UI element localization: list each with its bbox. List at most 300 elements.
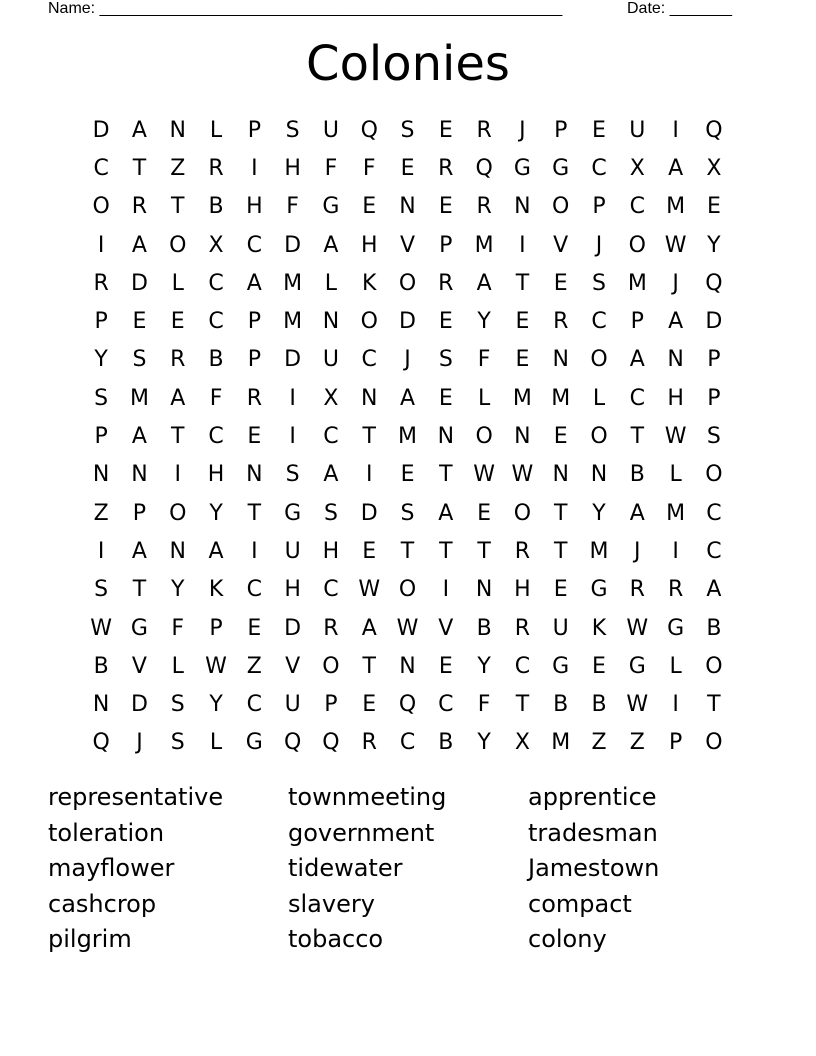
grid-letter: T	[439, 538, 453, 564]
grid-letter: A	[476, 270, 492, 296]
grid-letter: R	[170, 347, 186, 373]
grid-letter: E	[247, 615, 262, 641]
grid-letter: Q	[283, 730, 302, 756]
grid-letter: C	[323, 577, 339, 603]
grid-letter: N	[360, 385, 378, 411]
grid-letter: G	[130, 615, 148, 641]
grid-letter: P	[247, 117, 261, 143]
grid-letter: P	[247, 309, 261, 335]
grid-letter: I	[251, 155, 258, 181]
grid-letter: F	[324, 155, 338, 181]
grid-letter: E	[247, 424, 262, 450]
grid-letter: Y	[707, 232, 721, 258]
grid-letter: N	[169, 538, 186, 564]
grid-letter: I	[97, 232, 105, 258]
grid-letter: S	[170, 730, 185, 756]
grid-letter: E	[515, 347, 530, 373]
grid-letter: C	[706, 500, 722, 526]
grid-letter: T	[362, 424, 376, 450]
grid-letter: R	[438, 155, 454, 181]
grid-letter: G	[245, 730, 263, 756]
grid-letter: Q	[92, 730, 110, 756]
worksheet-header	[48, 0, 748, 18]
grid-letter: F	[171, 615, 185, 641]
grid-letter: U	[284, 538, 301, 564]
grid-letter: G	[628, 653, 646, 679]
grid-letter: J	[136, 730, 143, 756]
grid-letter: W	[396, 615, 419, 641]
grid-letter: V	[438, 615, 454, 641]
grid-letter: O	[169, 500, 187, 526]
word-list-item: tradesman	[528, 818, 658, 847]
grid-letter: N	[590, 462, 608, 488]
grid-letter: E	[400, 462, 415, 488]
grid-letter: P	[94, 309, 108, 335]
grid-letter: C	[399, 730, 416, 756]
grid-letter: P	[592, 194, 606, 220]
grid-letter: W	[90, 615, 113, 641]
grid-letter: N	[475, 577, 493, 603]
grid-letter: G	[552, 653, 570, 679]
grid-letter: A	[361, 615, 377, 641]
grid-letter: Z	[246, 653, 262, 679]
grid-letter: F	[477, 692, 491, 718]
grid-letter: W	[473, 462, 495, 488]
grid-letter: B	[706, 615, 722, 641]
grid-letter: D	[360, 500, 378, 526]
grid-letter: O	[705, 730, 723, 756]
grid-letter: I	[174, 462, 181, 488]
grid-letter: R	[553, 309, 569, 335]
grid-letter: O	[322, 653, 340, 679]
grid-letter: C	[208, 424, 224, 450]
grid-letter: P	[209, 615, 223, 641]
grid-letter: E	[362, 692, 377, 718]
grid-letter: I	[365, 462, 373, 488]
grid-letter: H	[207, 462, 225, 488]
grid-letter: S	[94, 385, 109, 411]
word-list-item: colony	[528, 925, 607, 954]
grid-letter: N	[514, 194, 531, 220]
grid-letter: B	[93, 653, 109, 679]
grid-letter: A	[668, 309, 684, 335]
grid-letter: C	[246, 577, 263, 603]
grid-letter: R	[93, 270, 109, 296]
grid-letter: A	[246, 270, 262, 296]
grid-letter: P	[707, 347, 721, 373]
grid-letter: N	[399, 194, 416, 220]
grid-letter: F	[209, 385, 223, 411]
grid-letter: S	[170, 692, 185, 718]
grid-letter: N	[667, 347, 684, 373]
word-list-item: slavery	[288, 889, 375, 918]
grid-letter: L	[592, 385, 606, 411]
word-list-item: tidewater	[288, 854, 403, 883]
grid-letter: E	[362, 194, 377, 220]
grid-letter: N	[437, 424, 455, 450]
grid-letter: O	[169, 232, 187, 258]
grid-letter: A	[170, 385, 186, 411]
grid-letter: Q	[360, 117, 378, 143]
grid-letter: N	[92, 462, 110, 488]
grid-letter: T	[553, 500, 568, 526]
grid-letter: N	[514, 424, 531, 450]
word-list-item: townmeeting	[288, 783, 447, 811]
grid-letter: R	[629, 577, 645, 603]
grid-letter: S	[706, 424, 721, 450]
word-list-item: mayflower	[48, 854, 175, 883]
grid-letter: I	[442, 577, 450, 603]
grid-letter: F	[286, 194, 299, 220]
grid-letter: K	[362, 270, 377, 296]
puzzle-title: Colonies	[306, 36, 510, 92]
grid-letter: H	[322, 538, 340, 564]
grid-letter: L	[669, 653, 682, 679]
grid-letter: T	[553, 538, 568, 564]
grid-letter: E	[592, 653, 606, 679]
grid-letter: N	[246, 462, 263, 488]
grid-letter: E	[438, 653, 453, 679]
grid-letter: P	[324, 692, 338, 718]
grid-letter: L	[477, 385, 491, 411]
grid-letter: C	[323, 424, 339, 450]
grid-letter: W	[664, 232, 687, 258]
grid-letter: S	[132, 347, 147, 373]
grid-letter: T	[132, 577, 147, 603]
grid-letter: M	[398, 424, 418, 450]
grid-letter: Q	[398, 692, 417, 718]
grid-letter: M	[283, 309, 303, 335]
grid-letter: O	[552, 194, 570, 220]
grid-letter: C	[514, 653, 531, 679]
grid-letter: S	[285, 117, 300, 143]
word-list-item: representative	[48, 783, 224, 811]
grid-letter: O	[92, 194, 110, 220]
grid-letter: D	[92, 117, 110, 143]
grid-letter: H	[360, 232, 378, 258]
grid-letter: G	[322, 194, 340, 220]
grid-letter: M	[589, 538, 609, 564]
grid-letter: S	[323, 500, 338, 526]
grid-letter: E	[553, 270, 568, 296]
grid-letter: H	[284, 577, 301, 603]
grid-letter: P	[630, 309, 644, 335]
grid-letter: P	[668, 730, 683, 756]
grid-letter: A	[629, 347, 645, 373]
grid-letter: Z	[170, 155, 186, 181]
grid-letter: G	[667, 615, 685, 641]
grid-letter: R	[361, 730, 377, 756]
grid-letter: A	[131, 232, 147, 258]
grid-letter: T	[707, 692, 721, 718]
grid-letter: N	[322, 309, 340, 335]
grid-letter: N	[552, 462, 569, 488]
grid-letter: L	[171, 653, 184, 679]
grid-letter: S	[400, 117, 415, 143]
grid-letter: W	[664, 424, 687, 450]
grid-letter: N	[552, 347, 569, 373]
grid-letter: T	[477, 538, 491, 564]
grid-letter: H	[514, 577, 531, 603]
grid-letter: M	[512, 385, 532, 411]
name-field-label: Name: ____________________________________________________	[48, 0, 563, 17]
grid-letter: R	[514, 538, 531, 564]
grid-letter: T	[247, 500, 262, 526]
grid-letter: I	[289, 424, 296, 450]
grid-letter: D	[284, 347, 302, 373]
grid-letter: B	[591, 692, 607, 718]
grid-letter: U	[284, 692, 301, 718]
grid-letter: D	[130, 692, 148, 718]
grid-letter: D	[130, 270, 148, 296]
grid-letter: U	[552, 615, 569, 641]
grid-letter: P	[554, 117, 568, 143]
grid-letter: A	[399, 385, 416, 411]
grid-letter: C	[591, 309, 607, 335]
grid-letter: R	[438, 270, 454, 296]
grid-letter: C	[208, 309, 224, 335]
grid-letter: U	[629, 117, 646, 143]
grid-letter: C	[208, 270, 224, 296]
grid-letter: W	[511, 462, 534, 488]
grid-letter: L	[209, 730, 223, 756]
grid-letter: P	[94, 424, 108, 450]
grid-letter: M	[627, 270, 647, 296]
word-list-item: toleration	[48, 818, 165, 847]
grid-letter: M	[551, 730, 571, 756]
grid-letter: H	[667, 385, 684, 411]
grid-letter: G	[284, 500, 302, 526]
grid-letter: R	[476, 117, 492, 143]
grid-letter: L	[669, 462, 682, 488]
grid-letter: V	[553, 232, 569, 258]
grid-letter: A	[438, 500, 454, 526]
grid-letter: B	[208, 194, 224, 220]
grid-letter: O	[590, 347, 608, 373]
grid-letter: A	[629, 500, 645, 526]
grid-letter: A	[131, 538, 147, 564]
grid-letter: I	[519, 232, 526, 258]
grid-letter: U	[322, 347, 339, 373]
grid-letter: M	[666, 500, 686, 526]
grid-letter: T	[515, 270, 530, 296]
grid-letter: L	[171, 270, 184, 296]
grid-letter: D	[705, 309, 723, 335]
grid-letter: E	[477, 500, 492, 526]
grid-letter: G	[513, 155, 531, 181]
grid-letter: J	[595, 232, 603, 258]
grid-letter: C	[361, 347, 377, 373]
grid-letter: T	[400, 538, 415, 564]
grid-letter: N	[169, 117, 186, 143]
grid-letter: V	[399, 232, 416, 258]
grid-letter: O	[705, 462, 723, 488]
grid-letter: X	[514, 730, 530, 756]
grid-letter: W	[358, 577, 381, 603]
grid-letter: R	[131, 194, 148, 220]
grid-letter: C	[246, 692, 263, 718]
grid-letter: Z	[591, 730, 607, 756]
grid-letter: D	[284, 615, 302, 641]
grid-letter: E	[362, 538, 377, 564]
grid-letter: E	[438, 117, 453, 143]
grid-letter: B	[438, 730, 454, 756]
grid-letter: M	[666, 194, 686, 220]
grid-letter: F	[477, 347, 491, 373]
grid-letter: M	[129, 385, 149, 411]
grid-letter: O	[590, 424, 608, 450]
grid-letter: T	[132, 155, 147, 181]
grid-letter: Q	[705, 270, 723, 296]
grid-letter: Y	[477, 653, 491, 679]
grid-letter: T	[171, 424, 185, 450]
grid-letter: T	[630, 424, 645, 450]
grid-letter: I	[97, 538, 105, 564]
grid-letter: P	[439, 232, 453, 258]
grid-letter: E	[553, 424, 568, 450]
grid-letter: M	[474, 232, 494, 258]
grid-letter: F	[362, 155, 376, 181]
word-list-item: compact	[528, 889, 632, 918]
grid-letter: A	[706, 577, 722, 603]
word-list-item: government	[288, 818, 435, 847]
grid-letter: O	[398, 577, 417, 603]
grid-letter: R	[323, 615, 339, 641]
grid-letter: W	[626, 692, 649, 718]
grid-letter: T	[439, 462, 453, 488]
grid-letter: Y	[592, 500, 606, 526]
grid-letter: P	[707, 385, 721, 411]
grid-letter: X	[208, 232, 224, 258]
grid-letter: X	[323, 385, 339, 411]
grid-letter: R	[476, 194, 492, 220]
grid-letter: Q	[705, 117, 723, 143]
grid-letter: O	[705, 653, 723, 679]
grid-letter: E	[400, 155, 415, 181]
grid-letter: R	[208, 155, 224, 181]
grid-letter: I	[251, 538, 258, 564]
grid-letter: O	[360, 309, 378, 335]
grid-letter: P	[132, 500, 147, 526]
grid-letter: Y	[477, 309, 491, 335]
grid-letter: Q	[475, 155, 493, 181]
grid-letter: E	[515, 309, 530, 335]
grid-letter: I	[672, 692, 679, 718]
grid-letter: D	[284, 232, 302, 258]
grid-letter: N	[399, 653, 416, 679]
word-list	[48, 780, 768, 958]
grid-letter: W	[205, 653, 227, 679]
grid-letter: V	[285, 653, 301, 679]
grid-letter: B	[208, 347, 224, 373]
grid-letter: Y	[209, 500, 223, 526]
grid-letter: O	[475, 424, 493, 450]
grid-letter: C	[438, 692, 454, 718]
grid-letter: E	[132, 309, 147, 335]
grid-letter: H	[246, 194, 263, 220]
grid-letter: W	[626, 615, 649, 641]
grid-letter: R	[246, 385, 262, 411]
grid-letter: M	[551, 385, 571, 411]
grid-letter: V	[131, 653, 147, 679]
grid-letter: C	[246, 232, 263, 258]
grid-letter: L	[209, 117, 223, 143]
grid-letter: Y	[209, 692, 223, 718]
grid-letter: A	[668, 155, 684, 181]
grid-letter: O	[398, 270, 417, 296]
grid-letter: O	[513, 500, 532, 526]
grid-letter: S	[400, 500, 415, 526]
grid-letter: T	[171, 194, 185, 220]
grid-letter: C	[629, 385, 645, 411]
grid-letter: T	[362, 653, 376, 679]
letter-grid	[82, 111, 734, 762]
date-field-label: Date: _______	[627, 0, 732, 17]
grid-letter: Z	[629, 730, 645, 756]
grid-letter: X	[706, 155, 722, 181]
grid-letter: Y	[171, 577, 185, 603]
grid-letter: M	[283, 270, 303, 296]
grid-letter: Y	[477, 730, 491, 756]
grid-letter: A	[208, 538, 224, 564]
grid-letter: B	[476, 615, 492, 641]
grid-letter: E	[438, 385, 453, 411]
word-list-item: Jamestown	[528, 854, 660, 883]
grid-letter: Q	[322, 730, 340, 756]
grid-letter: E	[706, 194, 721, 220]
grid-letter: S	[285, 462, 300, 488]
grid-letter: J	[519, 117, 526, 143]
grid-letter: R	[514, 615, 531, 641]
word-list-item: tobacco	[288, 925, 384, 954]
word-list-item: pilgrim	[48, 925, 132, 954]
grid-letter: J	[404, 347, 411, 373]
grid-letter: J	[672, 270, 679, 296]
grid-letter: C	[706, 538, 722, 564]
grid-letter: K	[208, 577, 224, 603]
grid-letter: B	[629, 462, 645, 488]
grid-letter: S	[438, 347, 453, 373]
grid-letter: N	[92, 692, 110, 718]
grid-letter: E	[438, 194, 453, 220]
grid-letter: J	[634, 538, 641, 564]
grid-letter: S	[94, 577, 109, 603]
grid-letter: G	[552, 155, 570, 181]
grid-letter: G	[590, 577, 608, 603]
grid-letter: A	[323, 232, 339, 258]
word-list-item: apprentice	[528, 783, 657, 811]
grid-letter: X	[629, 155, 645, 181]
grid-letter: Z	[93, 500, 109, 526]
grid-letter: R	[667, 577, 684, 603]
grid-letter: E	[553, 577, 568, 603]
grid-letter: C	[591, 155, 607, 181]
grid-letter: I	[672, 538, 679, 564]
grid-letter: N	[131, 462, 148, 488]
grid-letter: K	[591, 615, 607, 641]
grid-letter: O	[628, 232, 646, 258]
word-list-item: cashcrop	[48, 889, 157, 918]
grid-letter: E	[592, 117, 606, 143]
grid-letter: L	[324, 270, 338, 296]
grid-letter: A	[323, 462, 339, 488]
grid-letter: Y	[94, 347, 108, 373]
grid-letter: I	[672, 117, 679, 143]
grid-letter: E	[438, 309, 453, 335]
grid-letter: S	[592, 270, 606, 296]
grid-letter: T	[515, 692, 530, 718]
grid-letter: A	[131, 117, 147, 143]
